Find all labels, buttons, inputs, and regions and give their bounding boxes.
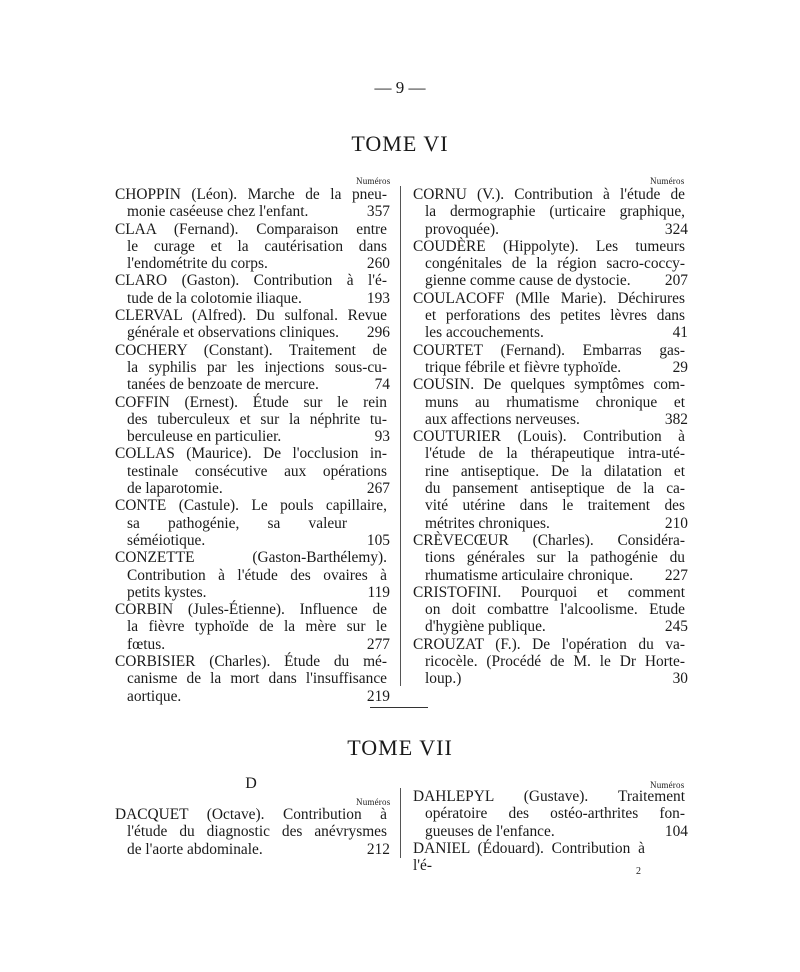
entry-title-line: gienne comme cause de dystocie. <box>425 272 631 290</box>
entry-number: 93 <box>374 428 390 446</box>
entry-title-line: métrites chroniques. <box>425 514 550 532</box>
column-divider-tome7 <box>400 788 401 858</box>
entry-title-line: opératoire des ostéo-arthrites fon- <box>425 805 685 823</box>
index-entry <box>413 788 688 840</box>
entry-title-line: testinale consécutive aux opérations <box>127 462 387 480</box>
entry-title-line: Contribution à l'étude des ovaires à <box>127 566 387 584</box>
entry-author-line: COFFIN (Ernest). Étude sur le rein <box>115 393 387 411</box>
entry-number: 357 <box>366 203 390 221</box>
index-entry <box>115 341 390 394</box>
index-entry <box>115 806 390 858</box>
entry-author-line: COULACOFF (Mlle Marie). Déchirures <box>413 289 685 307</box>
entry-author-line: CHOPPIN (Léon). Marche de la pneu- <box>115 186 387 203</box>
entry-title-line: la dermographie (urticaire graphique, <box>425 203 685 221</box>
entry-title-line: tanées de benzoate de mercure. <box>127 376 319 394</box>
tome-vii-heading: TOME VII <box>347 735 453 760</box>
entry-author-line: CROUZAT (F.). De l'opération du va- <box>413 635 685 653</box>
entry-author-line: CORBIN (Jules-Étienne). Influence de <box>115 601 387 619</box>
column-divider <box>400 186 401 686</box>
entry-author-line: COUSIN. De quelques symptômes com- <box>413 376 685 394</box>
tome7-right-column <box>413 788 688 875</box>
entry-number: 105 <box>366 531 390 549</box>
index-entry <box>115 272 390 307</box>
entry-title-line: le curage et la cautérisation dans <box>127 237 387 255</box>
index-entry <box>413 341 688 377</box>
index-entry <box>115 186 390 221</box>
entry-title-line: aortique. <box>127 687 182 705</box>
entry-number: 212 <box>366 840 390 858</box>
entry-author-line: COUDÈRE (Hippolyte). Les tumeurs <box>413 237 685 255</box>
entry-title-line: sa pathogénie, sa valeur séméiotique. <box>127 514 347 549</box>
entry-title-line: de l'aorte abdominale. <box>127 840 263 858</box>
entry-author-line: CLAA (Fernand). Comparaison entre <box>115 220 387 238</box>
entry-title-line: d'hygiène publique. <box>425 618 546 636</box>
tome6-left-column <box>115 186 390 705</box>
index-entry <box>115 393 390 446</box>
index-entry <box>115 549 390 601</box>
index-entry <box>115 445 390 498</box>
index-entry <box>413 583 688 636</box>
entry-number: 260 <box>366 255 390 273</box>
entry-title-line: provoquée). <box>425 220 499 238</box>
entry-title-line: berculeuse en particulier. <box>127 428 282 446</box>
entry-title-line: générale et observations cliniques. <box>127 324 339 342</box>
entry-title-line: aux affections nerveuses. <box>425 410 580 428</box>
entry-number: 74 <box>374 376 390 394</box>
entry-author-line: CRÈVECŒUR (Charles). Considéra- <box>413 531 685 549</box>
entry-author-line: COURTET (Fernand). Embarras gas- <box>413 341 685 359</box>
entry-author-line: DANIEL (Édouard). Contribution à l'é- <box>413 839 645 875</box>
section-separator <box>370 707 428 708</box>
index-entry <box>413 531 688 584</box>
entry-number: 207 <box>664 272 688 290</box>
numeros-label-tome6-left: Numéros <box>356 176 391 186</box>
entry-title-line: canisme de la mort dans l'insuffisance <box>127 670 387 688</box>
index-entry <box>413 237 688 290</box>
entry-author-line: COLLAS (Maurice). De l'occlusion in- <box>115 445 387 463</box>
entry-number: 245 <box>664 618 688 636</box>
entry-number: 41 <box>672 324 688 342</box>
entry-author-line: CORBISIER (Charles). Étude du mé- <box>115 653 387 671</box>
index-entry <box>115 307 390 342</box>
entry-title-line: gueuses de l'enfance. <box>425 822 555 840</box>
index-entry <box>413 376 688 428</box>
entry-number: 296 <box>366 324 390 342</box>
entry-number: 119 <box>367 583 390 601</box>
entry-title-line: muns au rhumatisme chronique et <box>425 393 685 411</box>
page-number: — 9 — <box>374 78 426 97</box>
entry-title-line: on doit combattre l'alcoolisme. Etude <box>425 601 685 619</box>
entry-number: 210 <box>664 514 688 532</box>
entry-title-line: ricocèle. (Procédé de M. le Dr Horte- <box>425 653 685 671</box>
index-entry <box>115 601 390 653</box>
entry-title-line: trique fébrile et fièvre typhoïde. <box>425 358 622 376</box>
index-entry <box>413 840 685 875</box>
entry-author-line: CRISTOFINI. Pourquoi et comment <box>413 583 685 601</box>
entry-number: 193 <box>366 289 390 307</box>
tome7-left-column <box>115 806 390 858</box>
index-entry <box>115 497 390 549</box>
index-entry <box>115 220 390 273</box>
index-entry <box>115 653 390 705</box>
entry-author-line: COCHERY (Constant). Traitement de <box>115 341 387 359</box>
entry-number: 219 <box>366 687 390 705</box>
entry-title-line: congénitales de la région sacro-coccy- <box>425 255 685 273</box>
index-entry <box>413 635 688 688</box>
entry-author-line: DAHLEPYL (Gustave). Traitement <box>413 788 685 805</box>
entry-title-line: rhumatisme articulaire chronique. <box>425 566 634 584</box>
entry-title-line: tions générales sur la pathogénie du <box>425 549 685 567</box>
entry-number: 324 <box>664 220 688 238</box>
index-entry <box>413 428 688 532</box>
entry-title-line: vité utérine dans le traitement des <box>425 497 685 515</box>
entry-number: 29 <box>672 358 688 376</box>
section-letter: D <box>245 775 257 792</box>
index-entry <box>413 289 688 342</box>
entry-author-line: CORNU (V.). Contribution à l'étude de <box>413 186 685 203</box>
entry-title-line: tude de la colotomie iliaque. <box>127 289 302 307</box>
entry-title-line: l'étude de la thérapeutique intra-uté- <box>425 445 685 463</box>
entry-author-line: CLERVAL (Alfred). Du sulfonal. Revue <box>115 307 387 325</box>
tome6-right-column <box>413 186 688 688</box>
entry-author-line: CONTE (Castule). Le pouls capillaire, <box>115 497 387 515</box>
entry-number: 267 <box>366 480 390 498</box>
entry-title-line: fœtus. <box>127 635 166 653</box>
entry-title-line: petits kystes. <box>127 583 207 601</box>
entry-title-line: du pansement antiseptique de la ca- <box>425 480 685 498</box>
entry-title-line: loup.) <box>425 670 462 688</box>
entry-title-line: de laparotomie. <box>127 480 223 498</box>
tome-vi-heading: TOME VI <box>351 131 449 156</box>
entry-number: 382 <box>664 410 688 428</box>
entry-author-line: DACQUET (Octave). Contribution à <box>115 806 387 823</box>
entry-author-line: COUTURIER (Louis). Contribution à <box>413 428 685 446</box>
entry-title-line: et perforations des petites lèvres dans <box>425 307 685 325</box>
entry-title-line: monie caséeuse chez l'enfant. <box>127 203 309 221</box>
entry-title-line: l'étude du diagnostic des anévrysmes <box>127 823 387 841</box>
entry-title-line: rine antiseptique. De la dilatation et <box>425 462 685 480</box>
entry-title-line: la syphilis par les injections sous-cu- <box>127 358 387 376</box>
numeros-label-tome7-right: Numéros <box>650 780 685 790</box>
signature-mark: 2 <box>636 866 641 877</box>
entry-author-line: CONZETTE (Gaston-Barthélemy). <box>115 549 387 567</box>
index-entry <box>413 186 688 238</box>
entry-number: 30 <box>672 670 688 688</box>
entry-title-line: les accouchements. <box>425 324 544 342</box>
entry-number: 277 <box>366 635 390 653</box>
numeros-label-tome7-left: Numéros <box>356 797 391 807</box>
entry-title-line: des tuberculeux et sur la néphrite tu- <box>127 410 387 428</box>
entry-number: 227 <box>664 566 688 584</box>
entry-author-line: CLARO (Gaston). Contribution à l'é- <box>115 272 387 290</box>
entry-title-line: l'endométrite du corps. <box>127 255 268 273</box>
entry-number: 104 <box>664 822 688 840</box>
numeros-label-tome6-right: Numéros <box>650 176 685 186</box>
entry-title-line: la fièvre typhoïde de la mère sur le <box>127 618 387 636</box>
